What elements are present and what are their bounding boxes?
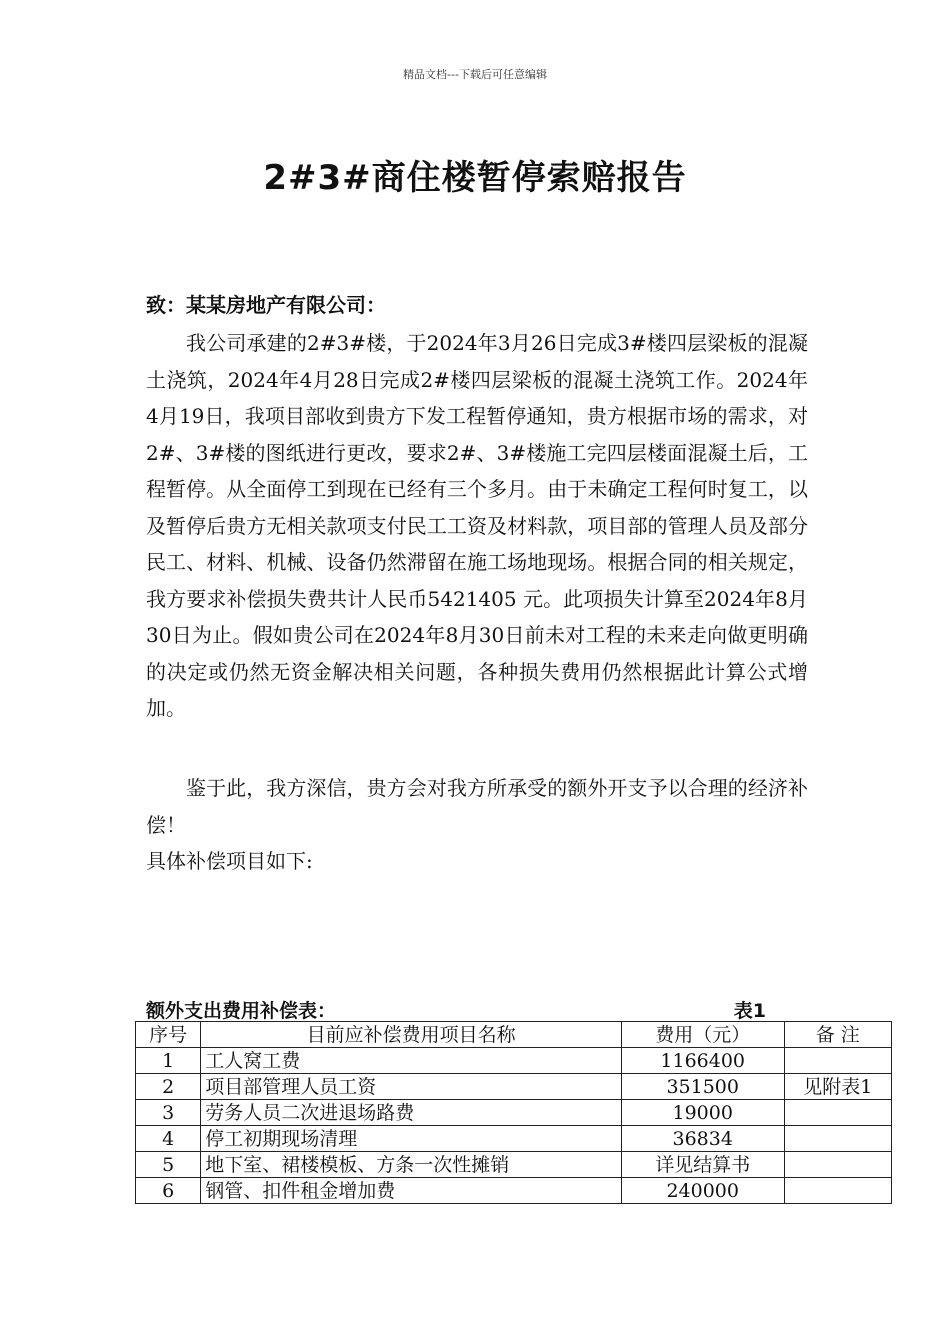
cell-name: 工人窝工费 [201,1048,622,1074]
cell-note [784,1178,891,1204]
table-row [136,1074,892,1100]
cell-no: 5 [136,1152,201,1178]
header-no: 序号 [136,1022,201,1048]
table-caption-title: 额外支出费用补偿表： [146,1000,337,1022]
table-header-row [136,1022,892,1048]
cell-no: 6 [136,1178,201,1204]
header-name: 目前应补偿费用项目名称 [201,1022,622,1048]
paragraph-text: 我公司承建的2#3#楼，于2024年3月26日完成3#楼四层梁板的混凝土浇筑，2024年4月28日完成2#楼四层梁板的混凝土浇筑工作。2024年4月19日，我项目部收到贵方下发工程暂停通知，贵方根据市场的需求，对2#、3#楼的图纸进行更改，要求2#、3#楼施工完四层楼面混凝土后，工程暂停。从全面停工到现在已经有三个多月。由于未确定工程何时复工，以及暂停后贵方无相关款项支付民工工资及材料款，项目部的管理人员及部分民工、材料、机械、设备仍然滞留在施工场地现场。根据合同的相关规定，我方要求补偿损失费共计人民币5421405 元。此项损失计算至2024年8月30日为止。假如贵公司在2024年8月30日前未对工程的未来走向做更明确的决定或仍然无资金解决相关问题，各种损失费用仍然根据此计算公式增加。 [146,331,808,720]
body-paragraph-3 [146,843,808,880]
table-number: 表1 [733,1000,766,1022]
table-row [136,1152,892,1178]
cell-no: 3 [136,1100,201,1126]
cell-name: 地下室、裙楼模板、方条一次性摊销 [201,1152,622,1178]
cell-fee: 19000 [621,1100,784,1126]
paragraph-text: 具体补偿项目如下: [146,849,313,873]
cell-note [784,1100,891,1126]
header-fee: 费用（元） [621,1022,784,1048]
cell-name: 项目部管理人员工资 [201,1074,622,1100]
header-note: 备 注 [784,1022,891,1048]
body-paragraph-1 [146,325,808,727]
paragraph-text: 鉴于此，我方深信，贵方会对我方所承受的额外开支予以合理的经济补偿！ [146,776,808,837]
cell-note: 见附表1 [784,1074,891,1100]
cell-name: 停工初期现场清理 [201,1126,622,1152]
table-row [136,1100,892,1126]
cell-name: 劳务人员二次进退场路费 [201,1100,622,1126]
cell-fee: 36834 [621,1126,784,1152]
cell-fee: 240000 [621,1178,784,1204]
table-row [136,1048,892,1074]
cell-fee: 详见结算书 [621,1152,784,1178]
cell-note [784,1152,891,1178]
table-row [136,1126,892,1152]
body-paragraph-2 [146,770,808,843]
cell-fee: 1166400 [621,1048,784,1074]
document-title: 2#3#商住楼暂停索赔报告 [263,158,687,198]
cell-no: 1 [136,1048,201,1074]
addressee: 致：某某房地产有限公司： [146,293,386,317]
table-caption [146,996,766,1023]
table-row [136,1178,892,1204]
compensation-table [135,1021,892,1204]
cell-note [784,1126,891,1152]
cell-no: 4 [136,1126,201,1152]
cell-note [784,1048,891,1074]
cell-fee: 351500 [621,1074,784,1100]
cell-no: 2 [136,1074,201,1100]
header-note: 精品文档---下载后可任意编辑 [403,68,547,81]
cell-name: 钢管、扣件租金增加费 [201,1178,622,1204]
